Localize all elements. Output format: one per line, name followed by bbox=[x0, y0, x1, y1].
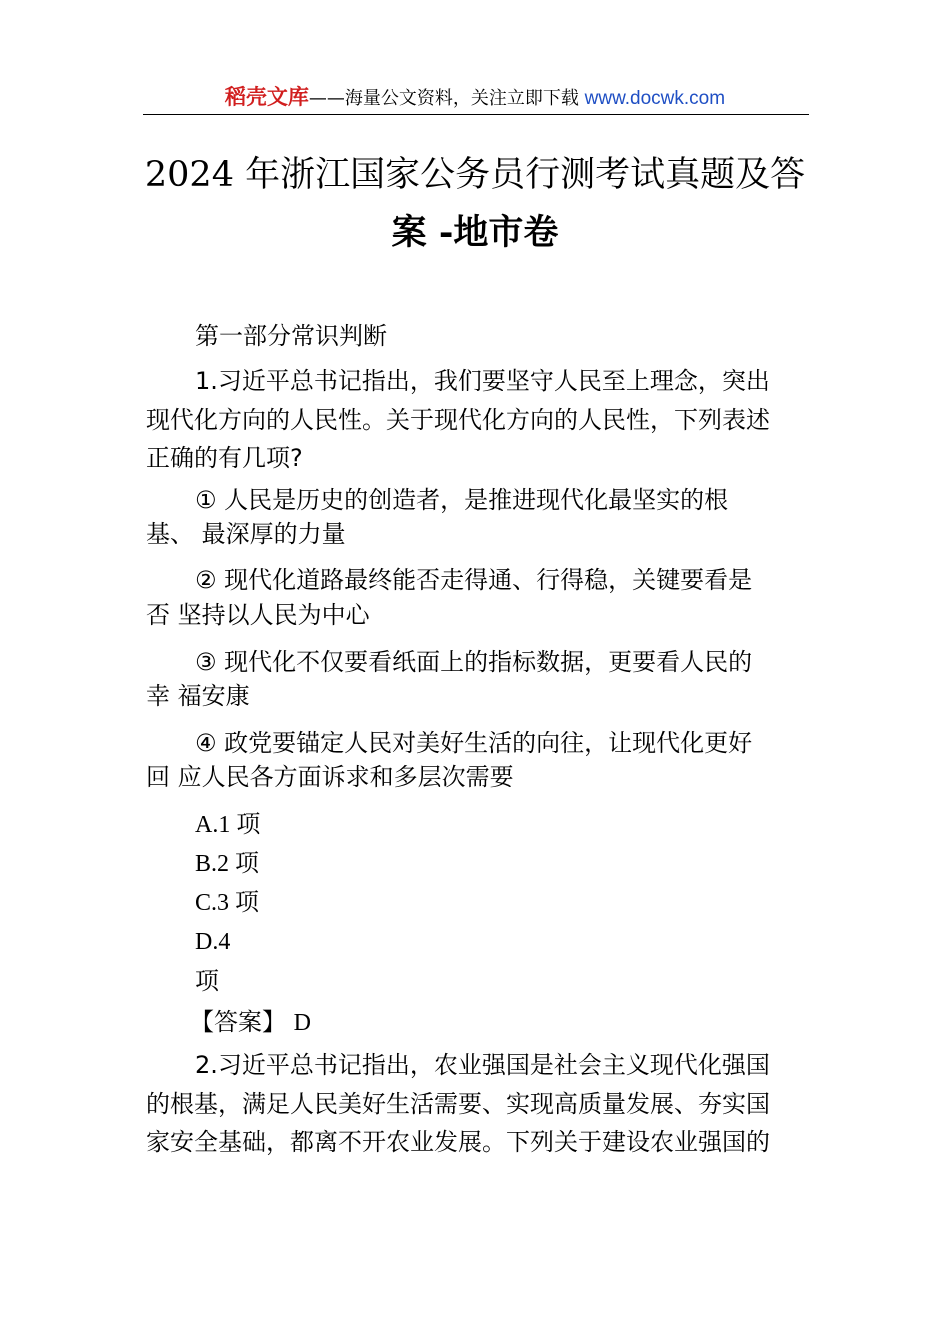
q1-option-b: B.2 项 bbox=[195, 851, 260, 877]
q1-statement-2-line-2: 否 坚持以人民为中心 bbox=[146, 601, 370, 629]
page-header bbox=[0, 82, 950, 114]
brand-name: 稻壳文库 bbox=[224, 85, 309, 109]
q1-statement-3-line-2: 幸 福安康 bbox=[146, 682, 250, 710]
title-line-2: 案 -地市卷 bbox=[391, 212, 559, 253]
q2-stem-line-2: 的根基，满足人民美好生活需要、实现高质量发展、夯实国 bbox=[146, 1090, 770, 1118]
q1-option-a: A.1 项 bbox=[195, 812, 261, 838]
answer-value: D bbox=[293, 1010, 311, 1036]
answer-label: 【答案】 bbox=[190, 1008, 286, 1036]
q1-statement-2-line-1: ② 现代化道路最终能否走得通、行得稳，关键要看是 bbox=[195, 566, 753, 594]
q1-statement-3-line-1: ③ 现代化不仅要看纸面上的指标数据，更要看人民的 bbox=[195, 648, 753, 676]
header-divider bbox=[143, 114, 809, 115]
q1-option-d: D.4 bbox=[195, 929, 231, 955]
q2-stem-line-1: 2.习近平总书记指出，农业强国是社会主义现代化强国 bbox=[195, 1051, 770, 1079]
q2-stem-line-3: 家安全基础，都离不开农业发展。下列关于建设农业强国的 bbox=[146, 1128, 770, 1156]
q1-answer bbox=[146, 1005, 810, 1040]
site-link[interactable]: www.docwk.com bbox=[584, 88, 726, 109]
q1-stem-line-1: 1.习近平总书记指出，我们要坚守人民至上理念，突出 bbox=[195, 367, 770, 395]
document-title bbox=[140, 146, 810, 262]
q1-option-d-unit: 项 bbox=[195, 967, 219, 995]
q1-statement-4-line-1: ④ 政党要锚定人民对美好生活的向往，让现代化更好 bbox=[195, 729, 753, 757]
q1-statement-1-line-1: ① 人民是历史的创造者，是推进现代化最坚实的根 bbox=[195, 486, 729, 514]
q1-stem-line-2: 现代化方向的人民性。关于现代化方向的人民性，下列表述 bbox=[146, 406, 770, 434]
section-heading: 第一部分常识判断 bbox=[195, 322, 387, 350]
q1-statement-4-line-2: 回 应人民各方面诉求和多层次需要 bbox=[146, 763, 514, 791]
title-line-1: 2024 年浙江国家公务员行测考试真题及答 bbox=[144, 155, 806, 195]
q1-stem-line-3: 正确的有几项? bbox=[146, 444, 303, 472]
q1-option-c: C.3 项 bbox=[195, 890, 260, 916]
header-tagline: ——海量公文资料，关注立即下载 bbox=[308, 88, 579, 109]
q1-statement-1-line-2: 基、 最深厚的力量 bbox=[146, 520, 346, 548]
